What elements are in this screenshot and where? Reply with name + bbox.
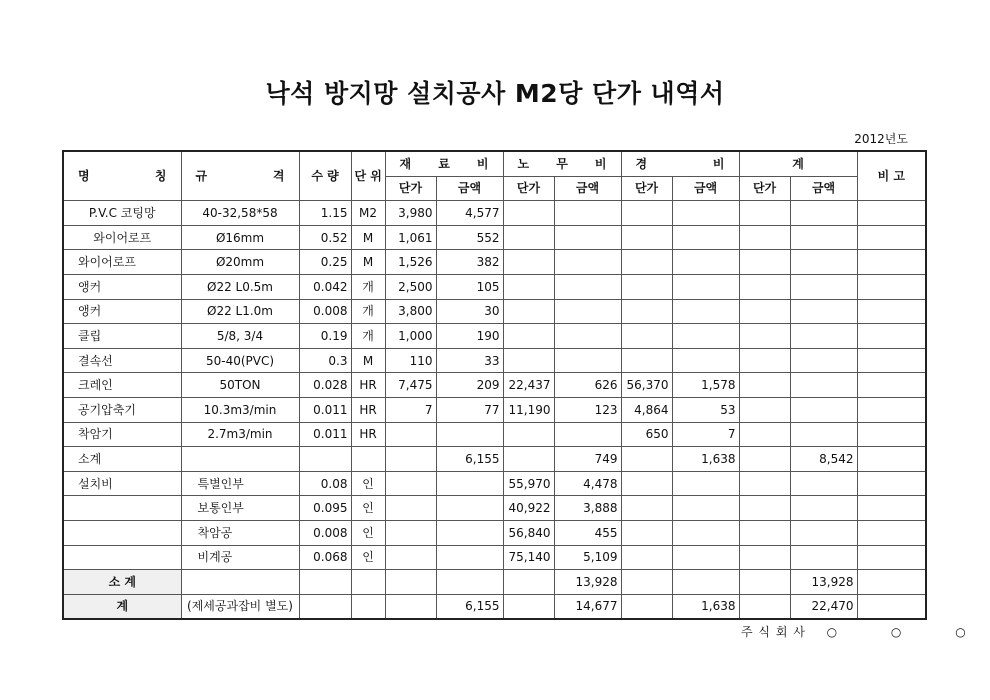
- cell-expense-price: [621, 250, 672, 275]
- cell-material-amount: [436, 496, 503, 521]
- table-row: [63, 324, 926, 349]
- cell-labor-price: 40,922: [503, 496, 554, 521]
- cell-total-price: [739, 250, 790, 275]
- cell-total-amount: [790, 348, 857, 373]
- cell-spec: Ø22 L1.0m: [181, 299, 299, 324]
- cell-expense-price: [621, 274, 672, 299]
- cell-remark: [857, 447, 926, 472]
- cell-labor-amount: [554, 299, 621, 324]
- cell-material-price: 1,000: [385, 324, 436, 349]
- cell-remark: [857, 570, 926, 595]
- cell-total-price: [739, 545, 790, 570]
- cell-total-amount: [790, 225, 857, 250]
- cell-material-amount: 77: [436, 397, 503, 422]
- cell-spec: [181, 570, 299, 595]
- cell-labor-price: [503, 570, 554, 595]
- cell-name: 설치비: [63, 471, 181, 496]
- cell-spec: Ø20mm: [181, 250, 299, 275]
- cell-labor-amount: 4,478: [554, 471, 621, 496]
- cell-qty: 1.15: [299, 201, 351, 226]
- cell-material-price: 7,475: [385, 373, 436, 398]
- cell-labor-amount: [554, 422, 621, 447]
- subheader-unit-price: 단가: [503, 176, 554, 201]
- cell-material-amount: 190: [436, 324, 503, 349]
- cell-material-price: [385, 471, 436, 496]
- cell-labor-price: 56,840: [503, 520, 554, 545]
- cell-qty: 0.095: [299, 496, 351, 521]
- cell-total-amount: [790, 324, 857, 349]
- cell-name: 앵커: [63, 274, 181, 299]
- cell-labor-price: 11,190: [503, 397, 554, 422]
- cell-labor-price: [503, 274, 554, 299]
- table-row: [63, 373, 926, 398]
- cell-expense-amount: [672, 545, 739, 570]
- cell-unit: HR: [351, 373, 385, 398]
- cell-material-price: [385, 422, 436, 447]
- cell-remark: [857, 471, 926, 496]
- cell-remark: [857, 520, 926, 545]
- cell-spec: [181, 447, 299, 472]
- cell-labor-price: [503, 250, 554, 275]
- cell-labor-amount: [554, 324, 621, 349]
- cell-remark: [857, 201, 926, 226]
- table-row: [63, 594, 926, 619]
- cell-expense-amount: 7: [672, 422, 739, 447]
- table-row: [63, 225, 926, 250]
- cell-total-amount: 13,928: [790, 570, 857, 595]
- footer-marks: ○ ○ ○: [826, 625, 990, 639]
- cell-labor-amount: 14,677: [554, 594, 621, 619]
- cell-expense-amount: [672, 274, 739, 299]
- cell-qty: 0.011: [299, 422, 351, 447]
- cell-qty: 0.52: [299, 225, 351, 250]
- cell-expense-amount: [672, 299, 739, 324]
- cell-qty: 0.028: [299, 373, 351, 398]
- cell-labor-amount: 5,109: [554, 545, 621, 570]
- cell-total-price: [739, 225, 790, 250]
- cell-material-amount: 4,577: [436, 201, 503, 226]
- cell-remark: [857, 545, 926, 570]
- cell-unit: 개: [351, 324, 385, 349]
- cell-remark: [857, 225, 926, 250]
- cell-qty: 0.011: [299, 397, 351, 422]
- cell-spec: 50-40(PVC): [181, 348, 299, 373]
- cell-expense-price: [621, 570, 672, 595]
- table-row: [63, 422, 926, 447]
- cell-qty: [299, 570, 351, 595]
- cell-name: 크레인: [63, 373, 181, 398]
- cell-material-amount: 30: [436, 299, 503, 324]
- cell-qty: 0.008: [299, 520, 351, 545]
- header-spec: 규 격: [181, 151, 299, 201]
- cell-total-amount: [790, 545, 857, 570]
- cell-labor-price: [503, 201, 554, 226]
- cell-expense-price: [621, 471, 672, 496]
- cell-spec: 5/8, 3/4: [181, 324, 299, 349]
- cell-spec: 비계공: [181, 545, 299, 570]
- header-name: 명 칭: [63, 151, 181, 201]
- cell-spec: 착암공: [181, 520, 299, 545]
- cell-material-amount: [436, 520, 503, 545]
- cell-unit: HR: [351, 397, 385, 422]
- cell-spec: (제세공과잡비 별도): [181, 594, 299, 619]
- cell-labor-price: [503, 324, 554, 349]
- cell-spec: Ø22 L0.5m: [181, 274, 299, 299]
- cell-remark: [857, 348, 926, 373]
- cell-remark: [857, 373, 926, 398]
- cell-total-price: [739, 471, 790, 496]
- cell-unit: M: [351, 250, 385, 275]
- cell-labor-price: [503, 422, 554, 447]
- cell-name: 클립: [63, 324, 181, 349]
- subheader-unit-price: 단가: [739, 176, 790, 201]
- cell-material-price: [385, 570, 436, 595]
- cell-total-price: [739, 594, 790, 619]
- cell-labor-amount: 123: [554, 397, 621, 422]
- cell-unit: M2: [351, 201, 385, 226]
- cell-unit: 인: [351, 496, 385, 521]
- cell-total-amount: [790, 471, 857, 496]
- cell-expense-price: [621, 594, 672, 619]
- cell-unit: 개: [351, 299, 385, 324]
- cell-unit: 인: [351, 471, 385, 496]
- cell-unit: 인: [351, 545, 385, 570]
- header-labor: 노 무 비: [503, 151, 621, 176]
- cell-material-price: [385, 545, 436, 570]
- cell-labor-price: [503, 447, 554, 472]
- cell-labor-amount: [554, 250, 621, 275]
- table-row: [63, 545, 926, 570]
- cell-expense-amount: [672, 225, 739, 250]
- cell-name: 앵커: [63, 299, 181, 324]
- cell-labor-price: 75,140: [503, 545, 554, 570]
- header-remark: 비 고: [857, 151, 926, 201]
- cell-name: 와이어로프: [63, 225, 181, 250]
- cell-unit: [351, 570, 385, 595]
- cell-material-price: [385, 520, 436, 545]
- cell-qty: 0.008: [299, 299, 351, 324]
- table-row: [63, 250, 926, 275]
- cell-total-amount: [790, 201, 857, 226]
- cell-total-amount: 22,470: [790, 594, 857, 619]
- cell-expense-amount: 53: [672, 397, 739, 422]
- cell-total-amount: [790, 274, 857, 299]
- cell-labor-amount: 626: [554, 373, 621, 398]
- cell-qty: 0.25: [299, 250, 351, 275]
- document-year: 2012년도: [854, 132, 908, 146]
- cell-expense-amount: 1,638: [672, 447, 739, 472]
- cell-material-price: 110: [385, 348, 436, 373]
- cell-expense-price: [621, 201, 672, 226]
- cell-labor-price: [503, 348, 554, 373]
- cell-material-price: 2,500: [385, 274, 436, 299]
- cell-material-price: [385, 496, 436, 521]
- cell-unit: M: [351, 348, 385, 373]
- cell-total-price: [739, 447, 790, 472]
- cell-total-amount: [790, 373, 857, 398]
- cell-material-amount: 105: [436, 274, 503, 299]
- table-header-row: [63, 151, 926, 176]
- header-expense: 경 비: [621, 151, 739, 176]
- cell-material-price: 3,980: [385, 201, 436, 226]
- cell-material-price: [385, 594, 436, 619]
- subheader-amount: 금액: [554, 176, 621, 201]
- cell-name: [63, 545, 181, 570]
- cell-total-price: [739, 422, 790, 447]
- cell-labor-price: [503, 225, 554, 250]
- cell-spec: 50TON: [181, 373, 299, 398]
- cell-material-amount: 33: [436, 348, 503, 373]
- table-row: [63, 471, 926, 496]
- cell-unit: [351, 594, 385, 619]
- cell-total-amount: [790, 397, 857, 422]
- cell-material-amount: 6,155: [436, 594, 503, 619]
- cell-material-amount: [436, 422, 503, 447]
- cell-total-price: [739, 201, 790, 226]
- cell-name: 소계: [63, 447, 181, 472]
- table-row: [63, 348, 926, 373]
- cell-total-price: [739, 324, 790, 349]
- cell-expense-amount: 1,638: [672, 594, 739, 619]
- cell-expense-price: [621, 496, 672, 521]
- table-row: [63, 520, 926, 545]
- cell-material-amount: 209: [436, 373, 503, 398]
- cell-total-amount: [790, 520, 857, 545]
- table-row: [63, 570, 926, 595]
- cell-qty: 0.08: [299, 471, 351, 496]
- cell-expense-amount: [672, 496, 739, 521]
- cell-material-price: 1,526: [385, 250, 436, 275]
- cell-labor-amount: 13,928: [554, 570, 621, 595]
- cell-material-price: [385, 447, 436, 472]
- cell-expense-price: [621, 348, 672, 373]
- cell-spec: 특별인부: [181, 471, 299, 496]
- cell-expense-amount: 1,578: [672, 373, 739, 398]
- cell-labor-price: [503, 594, 554, 619]
- cell-total-amount: 8,542: [790, 447, 857, 472]
- cell-expense-amount: [672, 250, 739, 275]
- cell-unit: M: [351, 225, 385, 250]
- cell-unit: [351, 447, 385, 472]
- table-row: [63, 496, 926, 521]
- header-qty: 수 량: [299, 151, 351, 201]
- cell-total-amount: [790, 422, 857, 447]
- cell-remark: [857, 299, 926, 324]
- cell-labor-amount: [554, 225, 621, 250]
- cell-name: [63, 496, 181, 521]
- table-row: [63, 274, 926, 299]
- cell-expense-amount: [672, 520, 739, 545]
- cell-remark: [857, 397, 926, 422]
- cell-unit: 인: [351, 520, 385, 545]
- header-total: 계: [739, 151, 857, 176]
- cell-remark: [857, 250, 926, 275]
- cell-name: 결속선: [63, 348, 181, 373]
- cell-expense-price: 650: [621, 422, 672, 447]
- subheader-unit-price: 단가: [385, 176, 436, 201]
- subheader-unit-price: 단가: [621, 176, 672, 201]
- cell-total-price: [739, 520, 790, 545]
- cell-total-price: [739, 496, 790, 521]
- cell-material-amount: 552: [436, 225, 503, 250]
- table-row: [63, 447, 926, 472]
- cell-total-price: [739, 348, 790, 373]
- cell-labor-price: 55,970: [503, 471, 554, 496]
- subheader-amount: 금액: [672, 176, 739, 201]
- cell-total-price: [739, 373, 790, 398]
- cell-remark: [857, 422, 926, 447]
- cell-total-price: [739, 274, 790, 299]
- unit-price-table: [62, 150, 927, 620]
- cell-spec: 보통인부: [181, 496, 299, 521]
- subheader-amount: 금액: [790, 176, 857, 201]
- cell-expense-amount: [672, 348, 739, 373]
- cell-unit: 개: [351, 274, 385, 299]
- cell-expense-amount: [672, 570, 739, 595]
- cell-labor-amount: [554, 274, 621, 299]
- cell-material-amount: 382: [436, 250, 503, 275]
- cell-name: [63, 520, 181, 545]
- cell-spec: 40-32,58*58: [181, 201, 299, 226]
- cell-total-amount: [790, 299, 857, 324]
- subheader-amount: 금액: [436, 176, 503, 201]
- cell-spec: Ø16mm: [181, 225, 299, 250]
- cell-remark: [857, 594, 926, 619]
- page-title: 낙석 방지망 설치공사 M2당 단가 내역서: [265, 79, 725, 108]
- cell-remark: [857, 324, 926, 349]
- cell-total-price: [739, 397, 790, 422]
- cell-remark: [857, 274, 926, 299]
- cell-name: 계: [63, 594, 181, 619]
- table-body: [63, 201, 926, 620]
- cell-expense-amount: [672, 201, 739, 226]
- cell-material-price: 7: [385, 397, 436, 422]
- cell-name: 공기압축기: [63, 397, 181, 422]
- cell-material-amount: 6,155: [436, 447, 503, 472]
- cell-labor-amount: 3,888: [554, 496, 621, 521]
- footer-company: 주 식 회 사: [741, 625, 805, 639]
- cell-expense-price: [621, 299, 672, 324]
- cell-material-amount: [436, 471, 503, 496]
- cell-name: 와이어로프: [63, 250, 181, 275]
- cell-total-amount: [790, 496, 857, 521]
- cell-expense-price: [621, 225, 672, 250]
- cell-total-price: [739, 299, 790, 324]
- header-material: 재 료 비: [385, 151, 503, 176]
- cell-expense-price: [621, 545, 672, 570]
- cell-labor-amount: [554, 201, 621, 226]
- cell-expense-price: [621, 447, 672, 472]
- cell-expense-price: [621, 520, 672, 545]
- cell-labor-amount: 749: [554, 447, 621, 472]
- cell-qty: 0.19: [299, 324, 351, 349]
- table-row: [63, 201, 926, 226]
- cell-material-price: 3,800: [385, 299, 436, 324]
- cell-expense-price: [621, 324, 672, 349]
- cell-spec: 2.7m3/min: [181, 422, 299, 447]
- cell-qty: [299, 447, 351, 472]
- cell-qty: 0.3: [299, 348, 351, 373]
- cell-material-amount: [436, 545, 503, 570]
- cell-total-amount: [790, 250, 857, 275]
- cell-labor-amount: [554, 348, 621, 373]
- table-row: [63, 397, 926, 422]
- cell-labor-price: [503, 299, 554, 324]
- cell-remark: [857, 496, 926, 521]
- cell-unit: HR: [351, 422, 385, 447]
- table-row: [63, 299, 926, 324]
- header-unit: 단 위: [351, 151, 385, 201]
- cell-name: P.V.C 코팅망: [63, 201, 181, 226]
- cell-material-price: 1,061: [385, 225, 436, 250]
- cell-expense-amount: [672, 471, 739, 496]
- cell-name: 소 계: [63, 570, 181, 595]
- cell-qty: 0.068: [299, 545, 351, 570]
- cell-spec: 10.3m3/min: [181, 397, 299, 422]
- cell-name: 착암기: [63, 422, 181, 447]
- cell-total-price: [739, 570, 790, 595]
- cell-expense-amount: [672, 324, 739, 349]
- cell-expense-price: 4,864: [621, 397, 672, 422]
- footer-signature: [741, 623, 990, 640]
- cell-expense-price: 56,370: [621, 373, 672, 398]
- cell-qty: [299, 594, 351, 619]
- cell-material-amount: [436, 570, 503, 595]
- cell-labor-price: 22,437: [503, 373, 554, 398]
- cell-qty: 0.042: [299, 274, 351, 299]
- cell-labor-amount: 455: [554, 520, 621, 545]
